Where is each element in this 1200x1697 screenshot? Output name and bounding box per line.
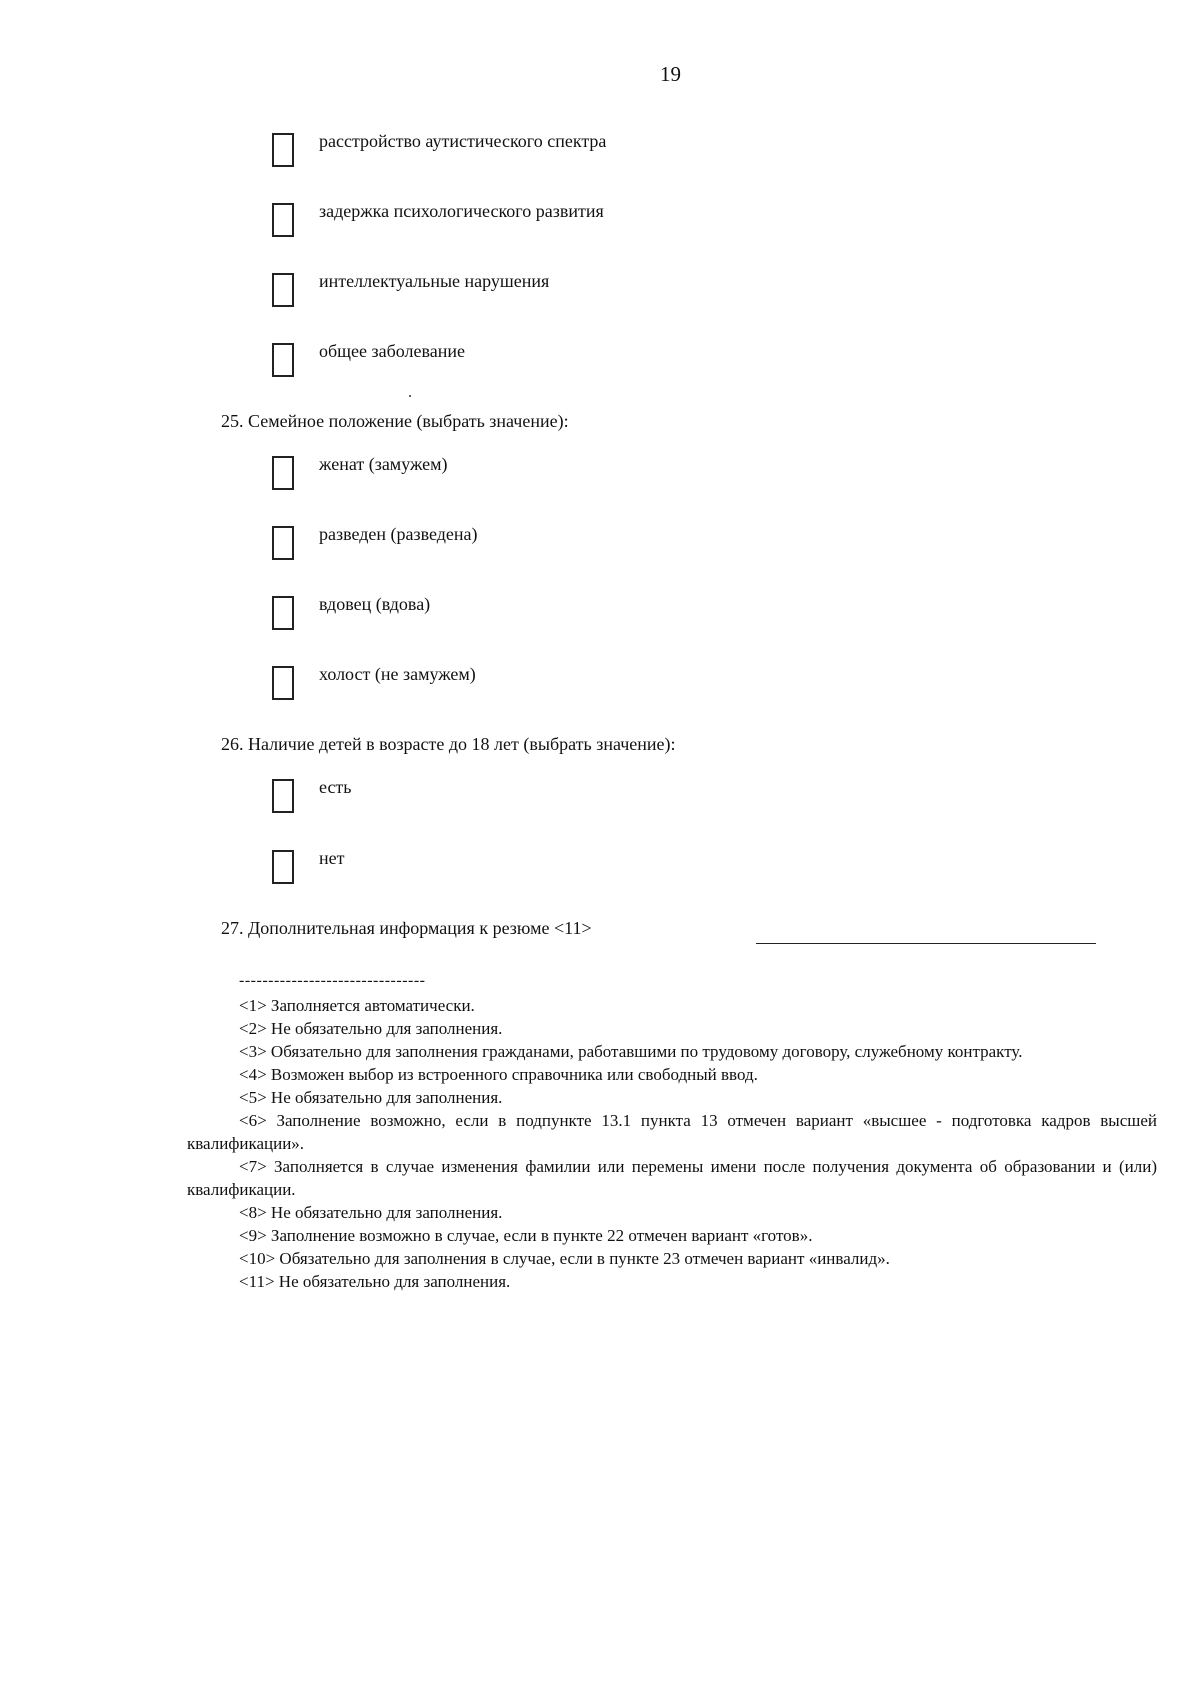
- question-25-title: 25. Семейное положение (выбрать значение):: [221, 411, 569, 431]
- option-label: интеллектуальные нарушения: [319, 271, 550, 291]
- checkbox[interactable]: [272, 343, 294, 377]
- option-label: холост (не замужем): [319, 664, 476, 684]
- option-label: нет: [319, 848, 345, 868]
- checkbox[interactable]: [272, 526, 294, 560]
- option-label: задержка психологического развития: [319, 201, 604, 221]
- footnote: <10> Обязательно для заполнения в случае, если в пункте 23 отмечен вариант «инвалид».: [239, 1249, 890, 1268]
- option-label: общее заболевание: [319, 341, 465, 361]
- footnote: <11> Не обязательно для заполнения.: [239, 1272, 511, 1291]
- question-26-title: 26. Наличие детей в возрасте до 18 лет (выбрать значение):: [221, 734, 676, 754]
- footnotes: [187, 994, 1157, 1293]
- option-label: разведен (разведена): [319, 524, 478, 544]
- additional-info-field[interactable]: [756, 943, 1096, 944]
- option-label: расстройство аутистического спектра: [319, 131, 607, 151]
- page-number: 19: [660, 62, 681, 86]
- footnote: <4> Возможен выбор из встроенного справочника или свободный ввод.: [239, 1065, 758, 1084]
- footnote: <1> Заполняется автоматически.: [239, 996, 475, 1015]
- option-label: есть: [319, 777, 352, 797]
- footnote: <6> Заполнение возможно, если в подпункте 13.1 пункта 13 отмечен вариант «высшее - подготовка кадров высшей квалификации».: [187, 1111, 1157, 1153]
- question-27-title: 27. Дополнительная информация к резюме <11>: [221, 918, 592, 938]
- footnote-divider: --------------------------------: [239, 972, 426, 989]
- checkbox[interactable]: [272, 273, 294, 307]
- footnote: <9> Заполнение возможно в случае, если в пункте 22 отмечен вариант «готов».: [239, 1226, 813, 1245]
- footnote: <5> Не обязательно для заполнения.: [239, 1088, 503, 1107]
- option-label: вдовец (вдова): [319, 594, 431, 614]
- checkbox[interactable]: [272, 133, 294, 167]
- checkbox[interactable]: [272, 666, 294, 700]
- footnote: <7> Заполняется в случае изменения фамилии или перемены имени после получения документа об образовании и (или) квалификации.: [187, 1157, 1157, 1199]
- checkbox[interactable]: [272, 779, 294, 813]
- footnote: <8> Не обязательно для заполнения.: [239, 1203, 503, 1222]
- checkbox[interactable]: [272, 456, 294, 490]
- checkbox[interactable]: [272, 203, 294, 237]
- option-label: женат (замужем): [319, 454, 448, 474]
- checkbox[interactable]: [272, 850, 294, 884]
- checkbox[interactable]: [272, 596, 294, 630]
- footnote: <3> Обязательно для заполнения гражданами, работавшими по трудовому договору, служебному контракту.: [239, 1042, 1023, 1061]
- scan-speck: [409, 395, 411, 397]
- footnote: <2> Не обязательно для заполнения.: [239, 1019, 503, 1038]
